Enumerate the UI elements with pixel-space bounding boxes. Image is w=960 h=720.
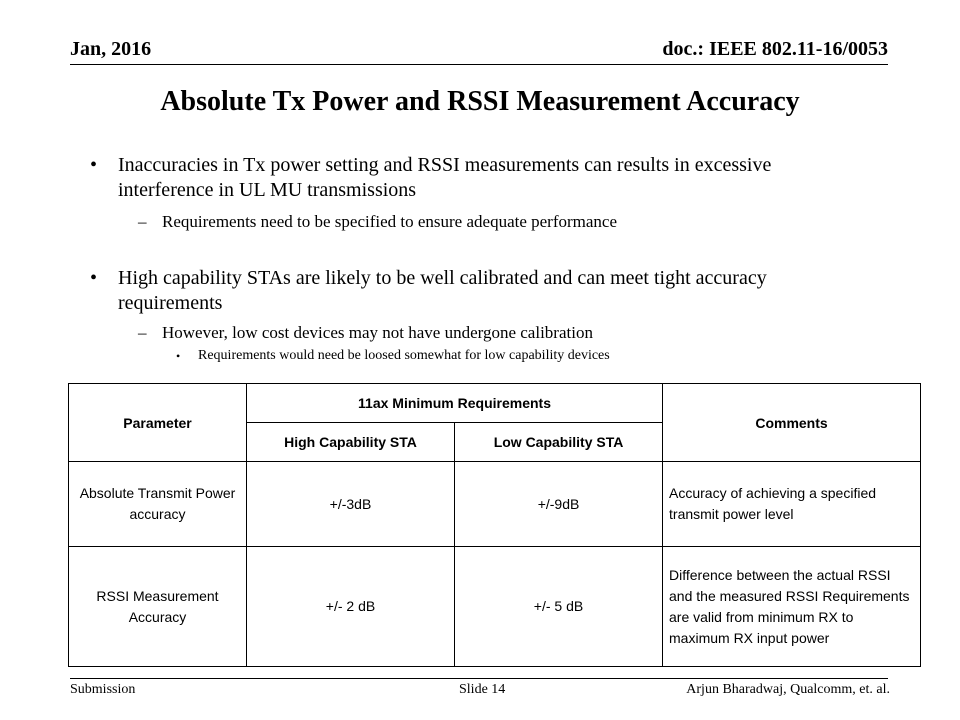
- header-doc-number: doc.: IEEE 802.11-16/0053: [662, 38, 888, 60]
- table-row: [69, 462, 921, 547]
- cell-comments: Difference between the actual RSSI and the measured RSSI Requirements are valid from minimum RX to maximum RX input power: [663, 547, 921, 667]
- bullet-2-subsub-text: Requirements would need be loosed somewhat for low capability devices: [198, 348, 610, 363]
- dash-mark: –: [138, 323, 147, 342]
- slide-title: Absolute Tx Power and RSSI Measurement Accuracy: [160, 86, 800, 117]
- header-date: Jan, 2016: [70, 38, 152, 60]
- header-divider: [70, 64, 888, 65]
- footer-author: Arjun Bharadwaj, Qualcomm, et. al.: [686, 682, 890, 697]
- small-bullet-mark: •: [176, 349, 181, 363]
- cell-low: +/-9dB: [455, 462, 663, 547]
- dash-mark: –: [138, 212, 147, 231]
- cell-comments: Accuracy of achieving a specified transmit power level: [663, 462, 921, 547]
- cell-high: +/- 2 dB: [247, 547, 455, 667]
- col-header-high: High Capability STA: [247, 423, 455, 462]
- col-header-parameter: Parameter: [69, 384, 247, 462]
- requirements-table: [68, 383, 921, 667]
- cell-parameter: Absolute Transmit Power accuracy: [69, 462, 247, 547]
- bullet-1-sub-text: Requirements need to be specified to ensure adequate performance: [162, 212, 618, 231]
- bullet-1-text: Inaccuracies in Tx power setting and RSSI measurements can results in excessive interference in UL MU transmissions: [118, 154, 772, 201]
- bullet-1-sub: [138, 211, 862, 233]
- cell-parameter: RSSI Measurement Accuracy: [69, 547, 247, 667]
- bullet-mark: •: [90, 154, 98, 176]
- bullet-2-sub-text: However, low cost devices may not have undergone calibration: [162, 323, 593, 342]
- footer-slide-number: Slide 14: [459, 682, 506, 697]
- bullet-1: [90, 153, 838, 203]
- footer-submission: Submission: [70, 682, 136, 697]
- col-header-group: 11ax Minimum Requirements: [247, 384, 663, 423]
- col-header-low: Low Capability STA: [455, 423, 663, 462]
- bullet-mark: •: [90, 267, 98, 289]
- col-header-comments: Comments: [663, 384, 921, 462]
- table-header-row: [69, 384, 921, 423]
- cell-high: +/-3dB: [247, 462, 455, 547]
- bullet-2-text: High capability STAs are likely to be well calibrated and can meet tight accuracy requirements: [118, 267, 767, 314]
- cell-low: +/- 5 dB: [455, 547, 663, 667]
- bullet-2-subsub: [176, 347, 848, 365]
- bullet-2: [90, 266, 838, 316]
- footer-divider: [70, 678, 888, 679]
- table-row: [69, 547, 921, 667]
- bullet-2-sub: [138, 322, 862, 344]
